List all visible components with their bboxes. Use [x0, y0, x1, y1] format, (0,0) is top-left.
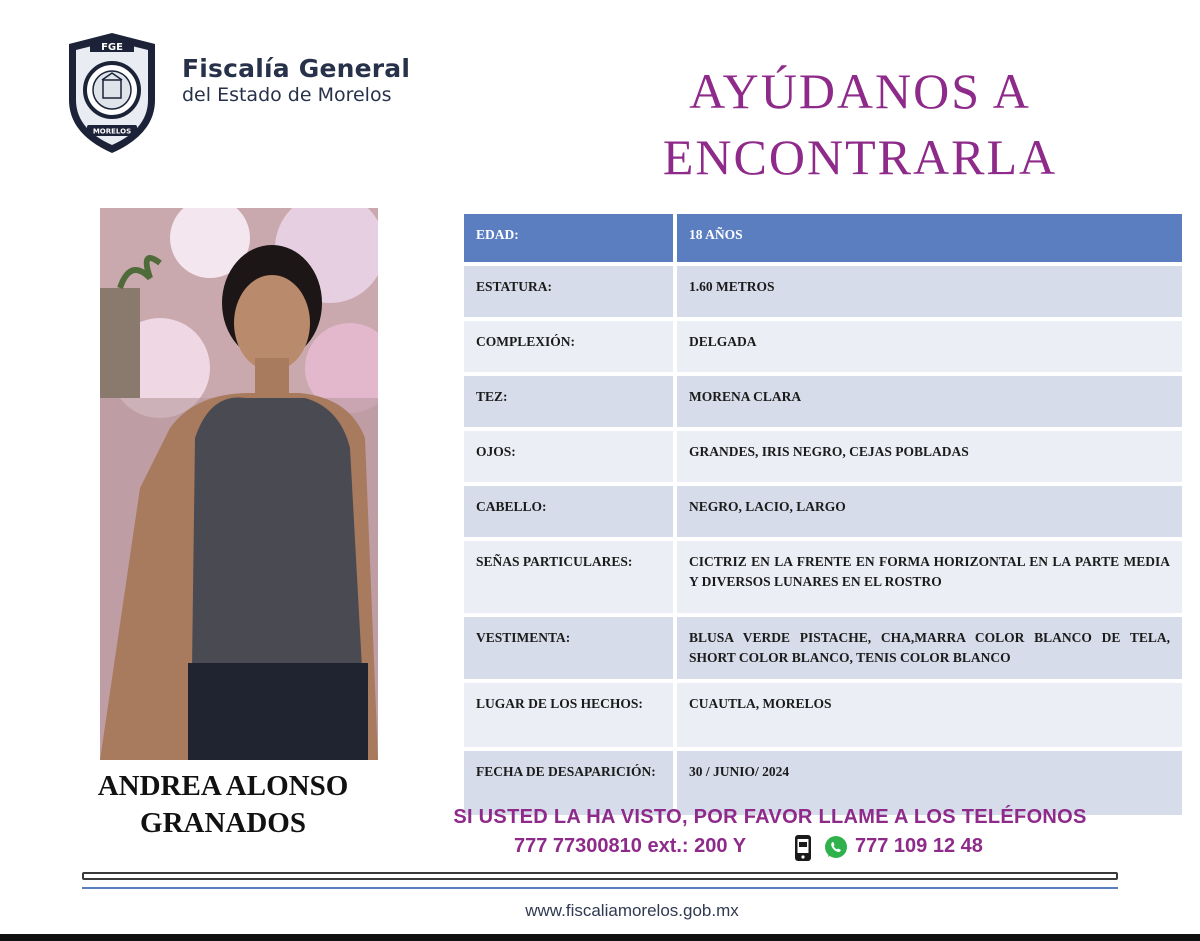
call-to-action: SI USTED LA HA VISTO, POR FAVOR LLAME A LOS TELÉFONOS [453, 806, 1087, 828]
table-row [464, 683, 1182, 747]
row-label: FECHA DE DESAPARICIÓN: [464, 751, 673, 815]
row-value: 1.60 METROS [677, 266, 1182, 317]
row-value: 30 / JUNIO/ 2024 [677, 751, 1182, 815]
table-row [464, 431, 1182, 482]
row-label: COMPLEXIÓN: [464, 321, 673, 372]
org-subtitle: del Estado de Morelos [182, 84, 392, 106]
row-value: NEGRO, LACIO, LARGO [677, 486, 1182, 537]
table-row [464, 376, 1182, 427]
table-row [464, 541, 1182, 613]
row-value: GRANDES, IRIS NEGRO, CEJAS POBLADAS [677, 431, 1182, 482]
headline-line-1: AYÚDANOS A [689, 63, 1031, 119]
row-value: MORENA CLARA [677, 376, 1182, 427]
footer-rule-secondary [82, 887, 1118, 889]
headline-line-2: ENCONTRARLA [662, 129, 1058, 185]
row-label: VESTIMENTA: [464, 617, 673, 679]
row-label: OJOS: [464, 431, 673, 482]
table-row [464, 321, 1182, 372]
row-label: EDAD: [464, 214, 673, 262]
row-value: CICTRIZ EN LA FRENTE EN FORMA HORIZONTAL EN LA PARTE MEDIA Y DIVERSOS LUNARES EN EL ROSTRO [677, 541, 1182, 613]
row-label: TEZ: [464, 376, 673, 427]
row-value: BLUSA VERDE PISTACHE, CHA,MARRA COLOR BLANCO DE TELA, SHORT COLOR BLANCO, TENIS COLOR BLANCO [677, 617, 1182, 679]
website-link[interactable]: www.fiscaliamorelos.gob.mx [525, 901, 739, 920]
row-label: ESTATURA: [464, 266, 673, 317]
row-value: CUAUTLA, MORELOS [677, 683, 1182, 747]
phone-icon [793, 834, 813, 862]
table-row [464, 617, 1182, 679]
phone-number-main: 777 77300810 ext.: 200 Y [514, 835, 747, 857]
svg-text:FGE: FGE [101, 42, 123, 53]
row-label: CABELLO: [464, 486, 673, 537]
footer-rule-primary [82, 872, 1118, 880]
svg-text:MORELOS: MORELOS [92, 127, 132, 136]
bottom-border [0, 934, 1200, 941]
fge-badge-logo [62, 30, 162, 156]
phone-number-whatsapp: 777 109 12 48 [855, 835, 983, 857]
row-value: 18 AÑOS [677, 214, 1182, 262]
missing-person-photo [100, 208, 378, 760]
org-name: Fiscalía General [182, 54, 411, 83]
row-value: DELGADA [677, 321, 1182, 372]
table-row [464, 214, 1182, 262]
row-label: SEÑAS PARTICULARES: [464, 541, 673, 613]
person-name-line-1: ANDREA ALONSO [97, 770, 349, 802]
table-row [464, 486, 1182, 537]
row-label: LUGAR DE LOS HECHOS: [464, 683, 673, 747]
table-row [464, 266, 1182, 317]
details-table [460, 210, 1186, 819]
whatsapp-icon [824, 835, 848, 859]
person-name-line-2: GRANADOS [140, 807, 306, 839]
